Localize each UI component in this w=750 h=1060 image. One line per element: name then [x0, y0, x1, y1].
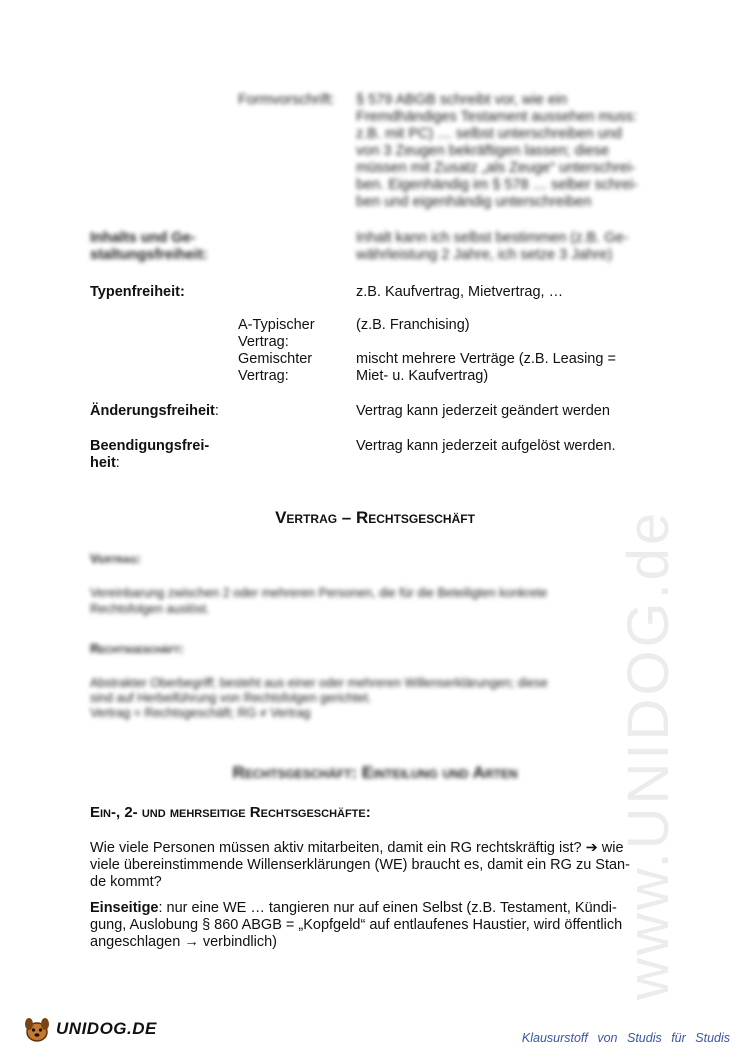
question-paragraph: Wie viele Personen müssen aktiv mitarbeiten, damit ein RG rechtskräftig ist? ➔ wie viele übereinstimmende Willenserklärungen (WE) braucht es, damit ein RG zu Stan- de kommt?	[90, 840, 630, 890]
gemischter-value: mischt mehrere Verträge (z.B. Leasing = Miet- u. Kaufvertrag)	[356, 351, 616, 384]
einseitige-paragraph: Einseitige: nur eine WE … tangieren nur auf einen Selbst (z.B. Testament, Kündi- gung, Auslobung § 860 ABGB = „Kopfgeld“ auf entlaufenes Haustier, wird öffentlich angeschlagen → verbindlich)	[90, 900, 623, 950]
gemischter-label: Gemischter Vertrag:	[238, 351, 313, 384]
dog-icon	[22, 1015, 52, 1045]
vertrag-title: Vertrag:	[90, 551, 141, 566]
unidog-logo	[22, 1015, 157, 1045]
inhalt-text: Inhalt kann ich selbst bestimmen (z.B. Ge- währleistung 2 Jahre, ich setze 3 Jahre)	[356, 230, 629, 263]
typenfreiheit-value: z.B. Kaufvertrag, Mietvertrag, …	[356, 284, 564, 300]
a-typischer-value: (z.B. Franchising)	[356, 317, 470, 333]
logo-text: UNIDOG.DE	[56, 1018, 157, 1038]
footer-tagline: Klausurstoff von Studis für Studis	[521, 1031, 730, 1045]
watermark: www.UNIDOG.de	[616, 509, 681, 1000]
rechtsgeschaeft-text: Abstrakter Oberbegriff; besteht aus einer oder mehreren Willenserklärungen; diese sind auf Herbeiführung von Rechtsfolgen gerichtet. Vertrag = Rechtsgeschäft; RG ≠ Vertrag	[90, 676, 548, 720]
a-typischer-label: A-Typischer Vertrag:	[238, 317, 315, 350]
vertrag-text: Vereinbarung zwischen 2 oder mehreren Personen, die für die Beteiligten konkrete Rechtsfolgen auslöst.	[90, 586, 548, 616]
aenderung-value: Vertrag kann jederzeit geändert werden	[356, 403, 610, 419]
subheading-rechtsgeschaefte: Ein-, 2- und mehrseitige Rechtsgeschäfte:	[90, 804, 371, 821]
aenderung-label: Änderungsfreiheit:	[90, 403, 219, 419]
rechtsgeschaeft-title: Rechtsgeschäft:	[90, 641, 184, 656]
inhalt-label: Inhalts und Ge- staltungsfreiheit:	[90, 230, 208, 263]
heading-einteilung: Rechtsgeschäft: Einteilung und Arten	[232, 763, 518, 782]
formvorschrift-text: § 579 ABGB schreibt vor, wie ein Fremdhändiges Testament aussehen muss: z.B. mit PC) … selbst unterschreiben und von 3 Zeugen bekräftigen lassen; diese müssen mit Zusatz „als Zeuge“ unterschrei- ben. Eigenhändig im § 578 … selber schrei- ben und eigenhändig unterschreiben	[356, 92, 639, 210]
heading-vertrag-rechtsgeschaeft: Vertrag – Rechtsgeschäft	[275, 508, 475, 527]
beendigung-value: Vertrag kann jederzeit aufgelöst werden.	[356, 438, 616, 454]
typenfreiheit-label: Typenfreiheit:	[90, 284, 185, 300]
formvorschrift-label: Formvorschrift:	[238, 92, 335, 108]
beendigung-label: Beendigungsfrei- heit:	[90, 438, 210, 471]
